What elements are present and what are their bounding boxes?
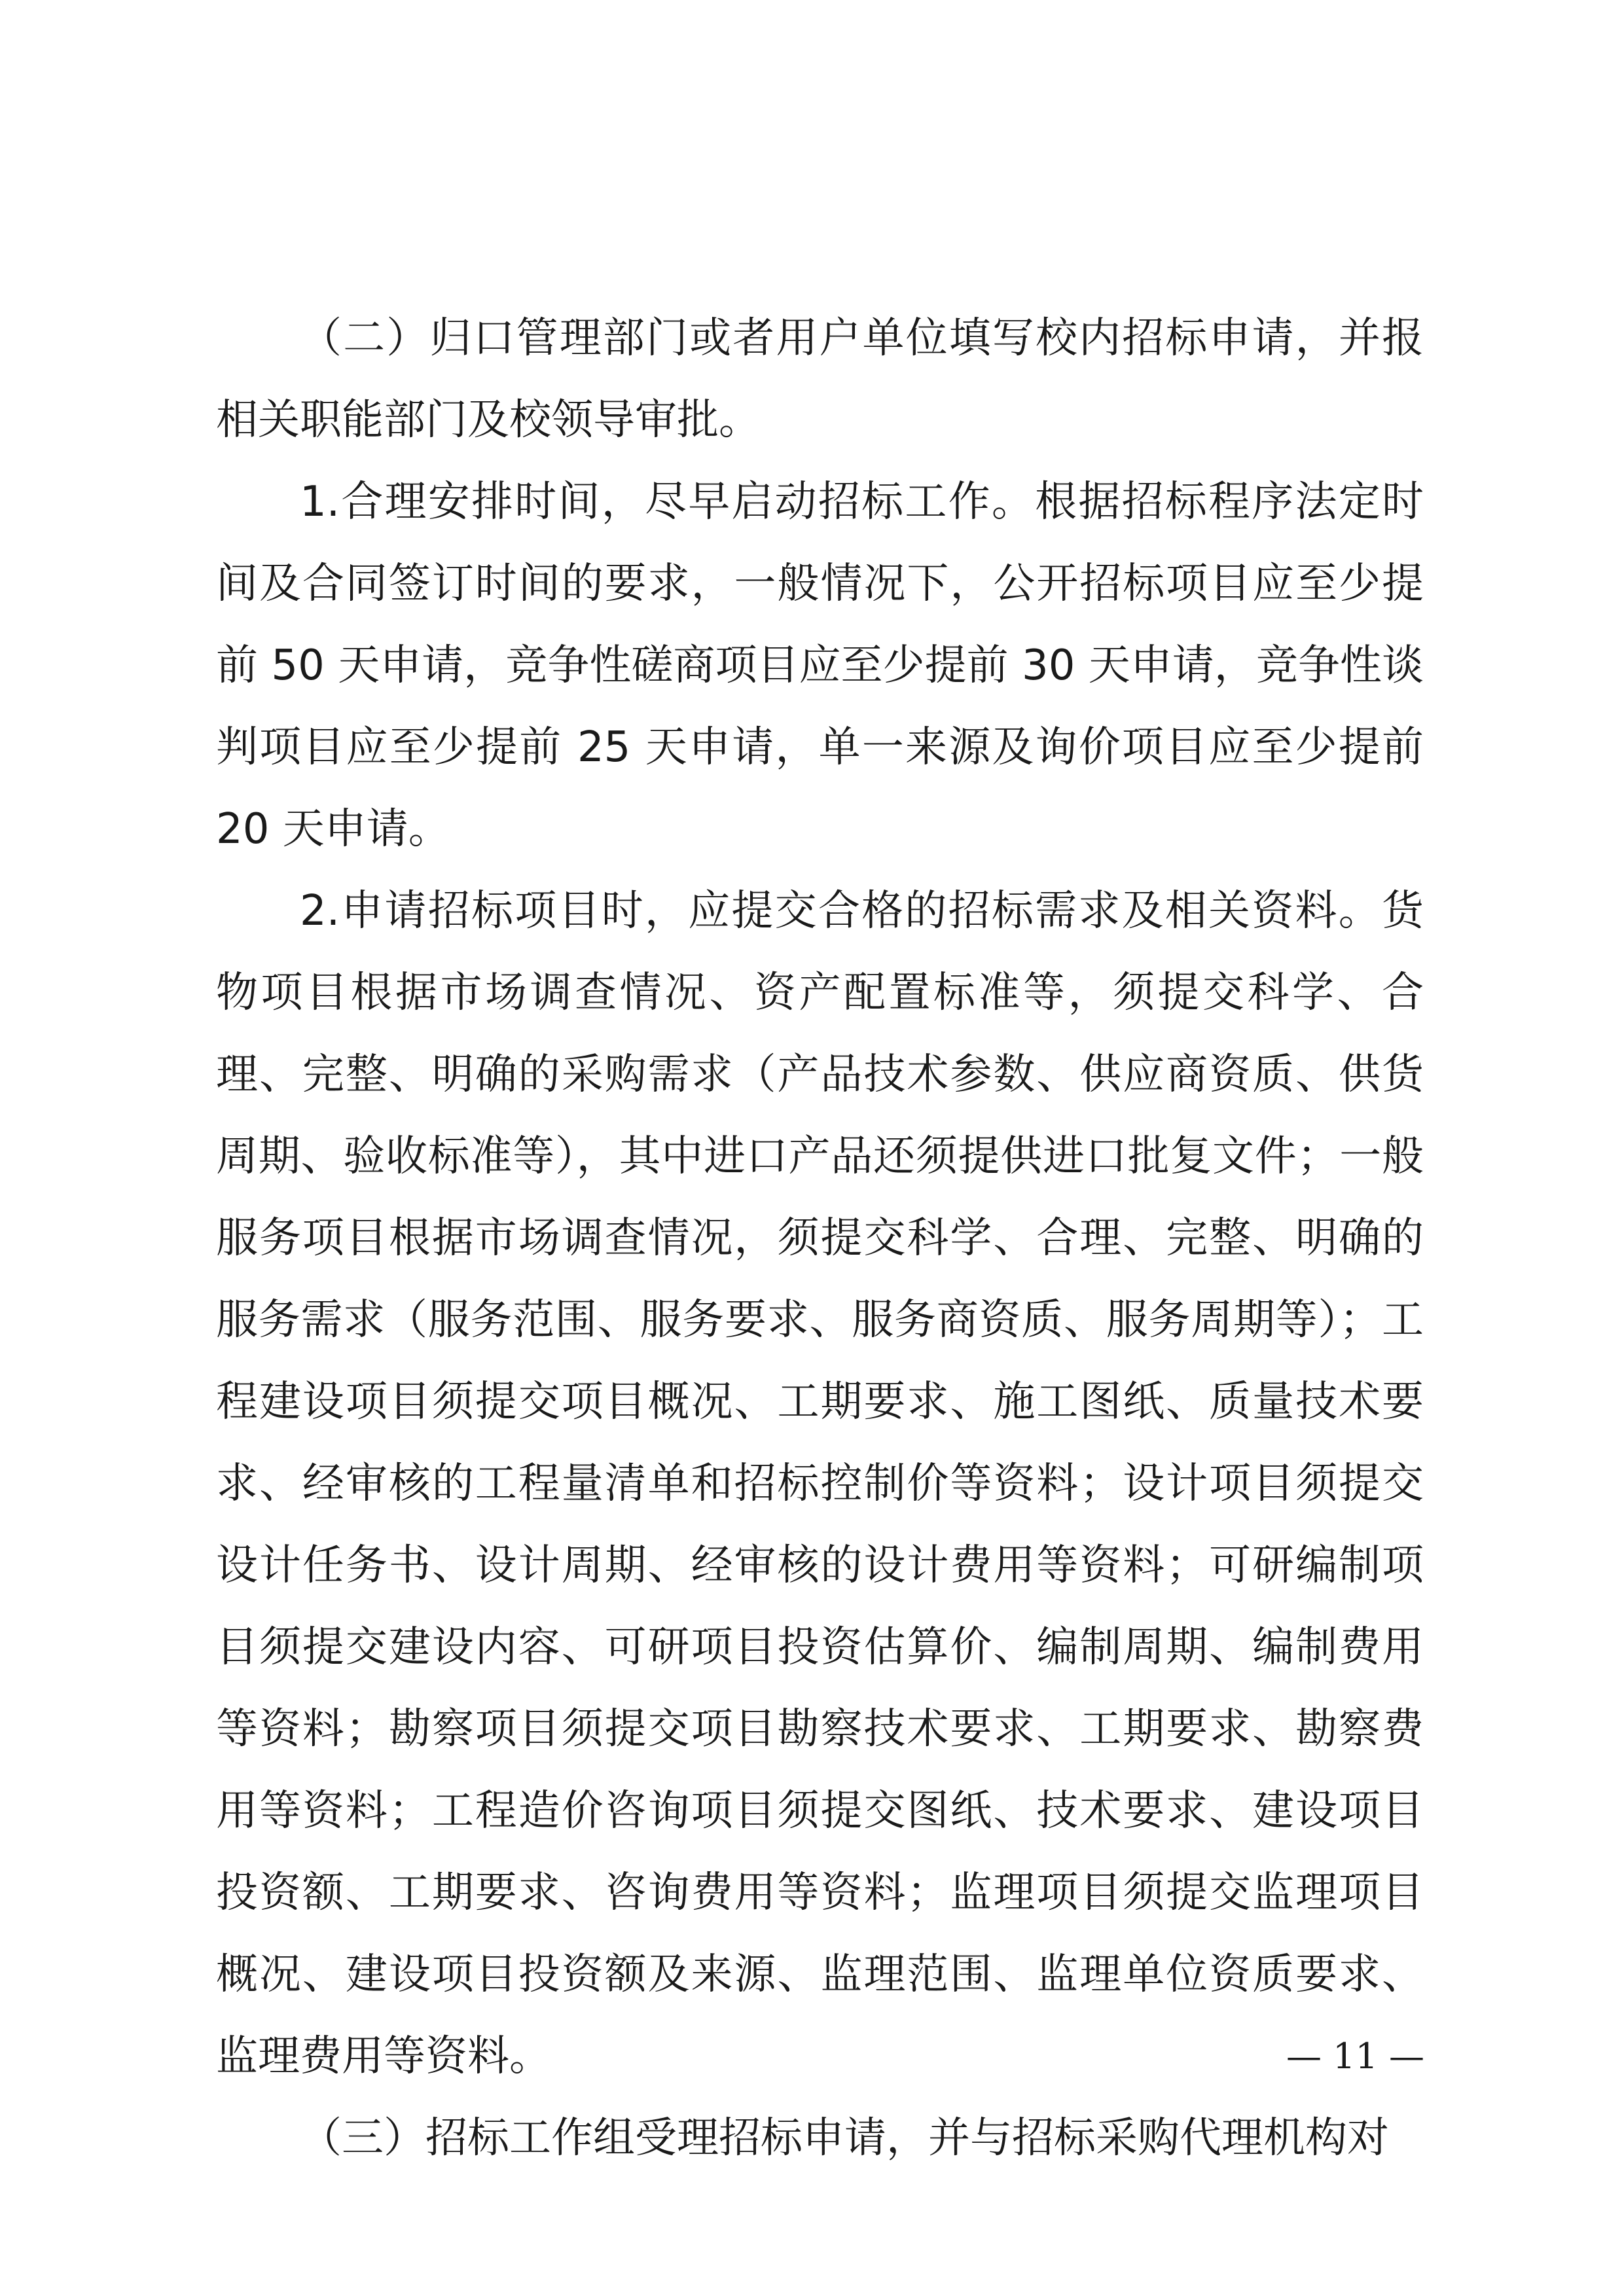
paragraph-approval: （二）归口管理部门或者用户单位填写校内招标申请，并报相关职能部门及校领导审批。 [216,314,1424,444]
paragraph-timing: 1.合理安排时间，尽早启动招标工作。根据招标程序法定时间及合同签订时间的要求，一般情况下，公开招标项目应至少提前 50 天申请，竞争性磋商项目应至少提前 30 天申请，竞争性谈判项目应至少提前 25 天申请，单一来源及询价项目应至少提前 20 天申请。 [216,478,1424,853]
document-body [216,298,1424,2179]
paragraph-acceptance: （三）招标工作组受理招标申请，并与招标采购代理机构对 [300,2114,1389,2162]
page-number: — 11 — [1286,2036,1424,2077]
paragraph-requirements: 2.申请招标项目时，应提交合格的招标需求及相关资料。货物项目根据市场调查情况、资产配置标准等，须提交科学、合理、完整、明确的采购需求（产品技术参数、供应商资质、供货周期、验收标准等），其中进口产品还须提供进口批复文件；一般服务项目根据市场调查情况，须提交科学、合理、完整、明确的服务需求（服务范围、服务要求、服务商资质、服务周期等）；工程建设项目须提交项目概况、工期要求、施工图纸、质量技术要求、经审核的工程量清单和招标控制价等资料；设计项目须提交设计任务书、设计周期、经审核的设计费用等资料；可研编制项目须提交建设内容、可研项目投资估算价、编制周期、编制费用等资料；勘察项目须提交项目勘察技术要求、工期要求、勘察费用等资料；工程造价咨询项目须提交图纸、技术要求、建设项目投资额、工期要求、咨询费用等资料；监理项目须提交监理项目概况、建设项目投资额及来源、监理范围、监理单位资质要求、监理费用等资料。 [216,887,1424,2081]
